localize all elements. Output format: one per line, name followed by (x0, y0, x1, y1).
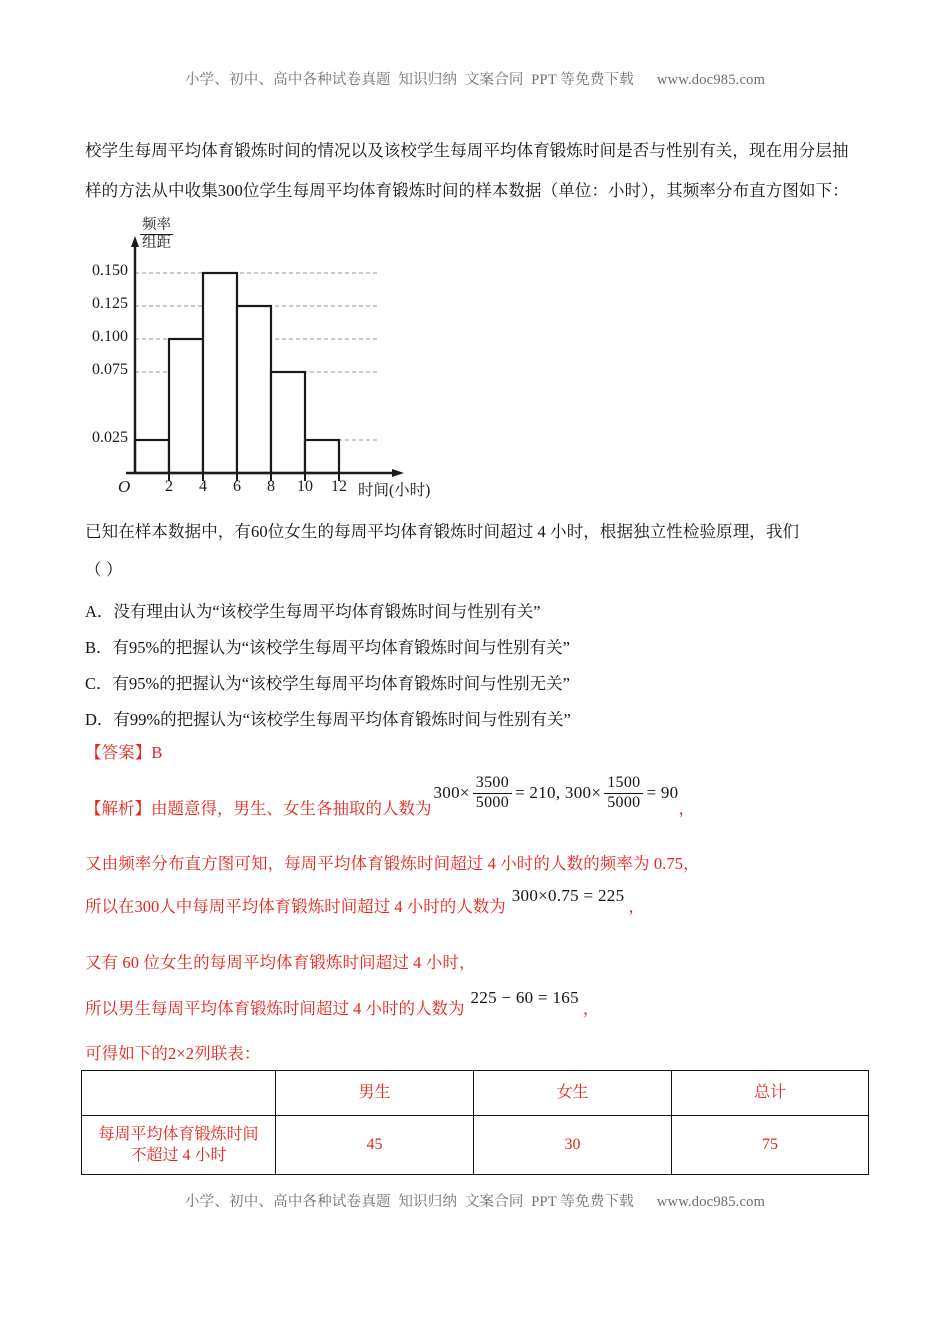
x-tick-label-4: 4 (199, 478, 207, 495)
table-row-label-line-2: 不超过 4 小时 (130, 1147, 227, 1164)
solution-line-5-text: 所以男生每周平均体育锻炼时间超过 4 小时的人数为 (85, 999, 465, 1018)
question-line-2: 样的方法从中收集300位学生每周平均体育锻炼时间的样本数据（单位：小时），其频率分布直方图如下： (85, 181, 849, 200)
option-a[interactable] (85, 598, 541, 622)
y-tick-label-2: 0.100 (92, 328, 128, 345)
y-axis-arrow (131, 236, 139, 247)
option-b-text: 有95%的把握认为“该校学生每周平均体育锻炼时间与性别有关” (112, 638, 570, 657)
option-c-text: 有95%的把握认为“该校学生每周平均体育锻炼时间与性别无关” (112, 674, 570, 693)
histogram-bar-10-12 (305, 440, 339, 473)
math-term-b: = 210, 300× (515, 783, 602, 803)
histogram-svg (78, 222, 478, 497)
x-tick-label-6: 6 (233, 478, 241, 495)
solution-line-1 (85, 774, 695, 819)
option-a-label: A． (85, 602, 114, 621)
table-header-row (82, 1071, 869, 1116)
solution-line-5-comma: ， (582, 999, 600, 1018)
histogram-bars (135, 273, 339, 473)
question-line-1: 校学生每周平均体育锻炼时间的情况以及该校学生每周平均体育锻炼时间是否与性别有关，现在用分层抽 (85, 141, 849, 160)
solution-line-1-math (434, 775, 679, 811)
option-c-label: C． (85, 674, 113, 693)
table-cell-total: 75 (672, 1116, 869, 1175)
y-tick-label-1: 0.125 (92, 295, 128, 312)
table-row (82, 1116, 869, 1175)
solution-line-1-text: 由题意得，男生、女生各抽取的人数为 (151, 799, 432, 819)
solution-line-5-math: 225 − 60 = 165 (470, 988, 579, 1007)
fraction-denominator: 5000 (473, 793, 512, 812)
y-axis-label-denominator: 组距 (142, 234, 171, 251)
histogram-bar-2-4 (169, 339, 203, 473)
fraction-numerator: 3500 (475, 774, 509, 791)
y-tick-label-3: 0.075 (92, 361, 128, 378)
solution-line-4: 又有 60 位女生的每周平均体育锻炼时间超过 4 小时， (85, 953, 476, 972)
solution-label: 【解析】 (85, 799, 151, 819)
table-cell-female: 30 (474, 1116, 672, 1175)
question-line-3: 已知在样本数据中，有60位女生的每周平均体育锻炼时间超过 4 小时，根据独立性检验原理，我们 (85, 522, 800, 541)
answer-line (85, 742, 163, 764)
x-tick-label-12: 12 (331, 478, 347, 495)
x-tick-label-8: 8 (267, 478, 275, 495)
table-row-label (82, 1116, 276, 1175)
option-d-label: D． (85, 710, 114, 729)
solution-line-6: 可得如下的2×2列联表： (85, 1044, 261, 1063)
x-tick-label-10: 10 (297, 478, 313, 495)
origin-label: O (118, 477, 131, 496)
y-axis-label (140, 218, 173, 251)
histogram-bar-0-2 (135, 440, 169, 473)
fraction-3500-5000 (473, 775, 512, 811)
y-tick-label-0: 0.150 (92, 262, 128, 279)
answer-label: 【答案】 (85, 743, 152, 762)
table-header-female: 女生 (474, 1071, 672, 1116)
option-b-label: B． (85, 638, 113, 657)
option-c[interactable] (85, 670, 570, 694)
contingency-table (81, 1070, 869, 1175)
solution-line-3-math: 300×0.75 = 225 (511, 886, 625, 905)
histogram-bar-4-6 (203, 273, 237, 473)
header-watermark: 小学、初中、高中各种试卷真题 知识归纳 文案合同 PPT 等免费下载 www.doc985.com (184, 72, 766, 88)
histogram-bar-8-10 (271, 372, 305, 473)
option-b[interactable] (85, 634, 570, 658)
fraction-1500-5000 (604, 775, 643, 811)
y-tick-label-4: 0.025 (92, 429, 128, 446)
solution-line-3-text: 所以在300人中每周平均体育锻炼时间超过 4 小时的人数为 (85, 897, 506, 916)
table-header-blank (82, 1071, 276, 1116)
question-line-4: （ ） (85, 560, 123, 579)
table-header-male: 男生 (276, 1071, 474, 1116)
math-term-c: = 90 (646, 783, 679, 803)
table-header-total: 总计 (672, 1071, 869, 1116)
solution-line-2: 又由频率分布直方图可知，每周平均体育锻炼时间超过 4 小时的人数的频率为 0.75， (85, 854, 700, 873)
table-cell-male: 45 (276, 1116, 474, 1175)
x-axis-label: 时间(小时) (358, 482, 431, 499)
table-row-label-line-1: 每周平均体育锻炼时间 (98, 1125, 259, 1143)
solution-line-3 (85, 886, 645, 917)
math-term-a: 300× (433, 783, 470, 803)
histogram-bar-6-8 (237, 306, 271, 473)
solution-line-5 (85, 988, 600, 1019)
x-tick-label-2: 2 (165, 478, 173, 495)
option-a-text: 没有理由认为“该校学生每周平均体育锻炼时间与性别有关” (113, 602, 541, 621)
y-axis-label-numerator: 频率 (142, 217, 171, 233)
option-d-text: 有99%的把握认为“该校学生每周平均体育锻炼时间与性别有关” (113, 710, 571, 729)
option-d[interactable] (85, 706, 571, 730)
fraction-denominator: 5000 (604, 793, 643, 812)
footer-watermark: 小学、初中、高中各种试卷真题 知识归纳 文案合同 PPT 等免费下载 www.doc985.com (184, 1194, 766, 1210)
solution-line-1-comma: ， (678, 799, 695, 819)
solution-line-3-comma: ， (628, 897, 645, 916)
frequency-distribution-histogram (78, 217, 478, 499)
answer-value: B (151, 743, 163, 762)
x-axis-arrow (392, 469, 404, 477)
fraction-numerator: 1500 (607, 774, 641, 791)
